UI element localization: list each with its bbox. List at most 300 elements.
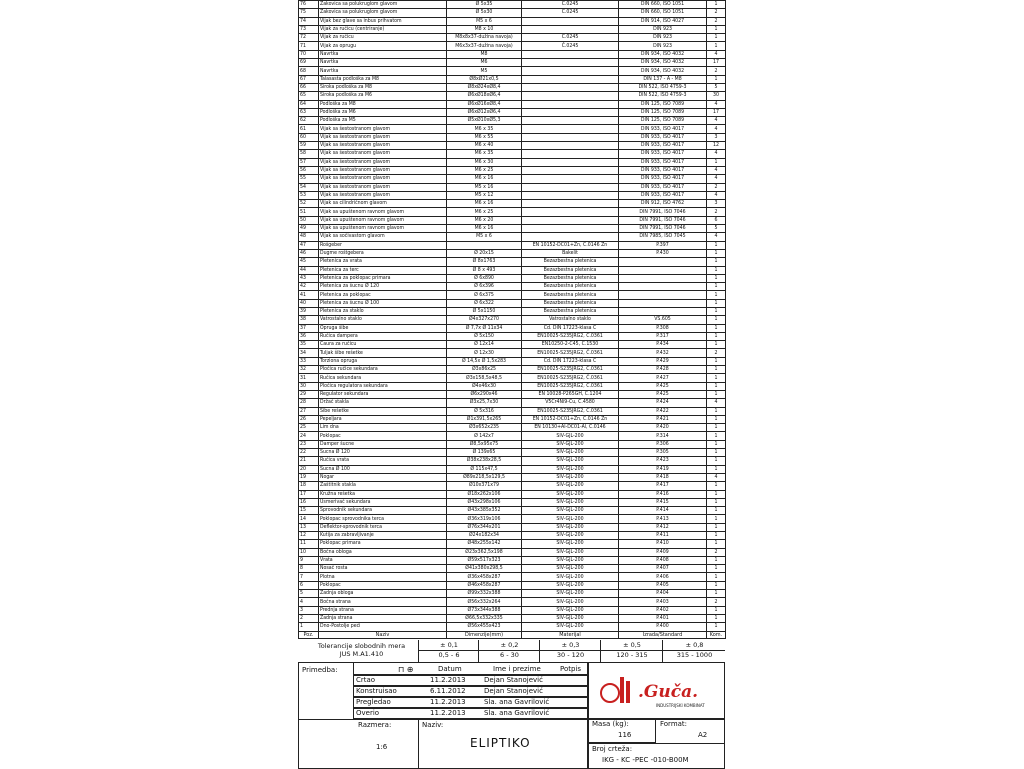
table-cell: 1 xyxy=(707,274,726,282)
table-cell: Ø3x25,7x30 xyxy=(447,399,522,407)
table-cell xyxy=(522,142,619,150)
table-cell: 1 xyxy=(707,357,726,365)
signature-date: 11.2.2013 xyxy=(430,676,466,684)
table-cell: Zadnja obloga xyxy=(319,590,447,598)
table-cell: Bezazbestna pletenica xyxy=(522,274,619,282)
table-cell: V5Cr4Ni9-Cu, Č.4580 xyxy=(522,399,619,407)
table-cell: Navrtka xyxy=(319,67,447,75)
table-row xyxy=(299,390,726,398)
table-row xyxy=(299,440,726,448)
table-cell: 3 xyxy=(299,606,319,614)
table-row xyxy=(299,175,726,183)
table-cell: Poklopac primara xyxy=(319,540,447,548)
table-cell: Vijak sa šestostranom glavom xyxy=(319,175,447,183)
table-cell: P.425 xyxy=(619,390,707,398)
table-cell xyxy=(522,50,619,58)
table-row xyxy=(299,614,726,622)
table-cell: 4 xyxy=(707,399,726,407)
table-cell: Pločica regulatora sekundara xyxy=(319,382,447,390)
table-cell: Poklopac sprovodnika terca xyxy=(319,515,447,523)
table-cell: Ø6x290x46 xyxy=(447,390,522,398)
table-cell: Bezazbestna pletenica xyxy=(522,299,619,307)
table-row xyxy=(299,233,726,241)
table-cell xyxy=(522,125,619,133)
table-cell: SIV-GJL-200 xyxy=(522,598,619,606)
table-cell: Ø 5x35 xyxy=(447,1,522,9)
table-cell: 1 xyxy=(707,1,726,9)
table-cell: 61 xyxy=(299,125,319,133)
table-cell: 16 xyxy=(299,498,319,506)
tolerance-standard: JUS M.A1.410 xyxy=(339,650,384,658)
table-cell: Pletenica za šucnu Ø 120 xyxy=(319,283,447,291)
table-row xyxy=(299,125,726,133)
table-cell: 4 xyxy=(707,166,726,174)
table-cell: Vijak sa šestostranom glavom xyxy=(319,191,447,199)
table-cell: Ø1x391,5x265 xyxy=(447,415,522,423)
table-row xyxy=(299,540,726,548)
table-cell: SIV-GJL-200 xyxy=(522,507,619,515)
table-header-cell: Naziv xyxy=(319,631,447,638)
table-cell xyxy=(522,183,619,191)
table-cell: Čaura za ručicu xyxy=(319,341,447,349)
table-row xyxy=(299,158,726,166)
table-row xyxy=(299,191,726,199)
table-cell: DIN 7991, ISO 7046 xyxy=(619,208,707,216)
table-cell: Ø 14,5x Ø 1,5x283 xyxy=(447,357,522,365)
table-cell: Ø 5x150 xyxy=(447,332,522,340)
table-row xyxy=(299,374,726,382)
table-cell: 2 xyxy=(707,67,726,75)
table-cell: 32 xyxy=(299,366,319,374)
table-cell: Široka podloška za M6 xyxy=(319,92,447,100)
table-cell: 1 xyxy=(707,42,726,50)
table-cell: Č.0245 xyxy=(522,1,619,9)
table-cell: Ø 7,7x Ø 11x34 xyxy=(447,324,522,332)
signature-role: Overio xyxy=(356,709,380,717)
table-cell: 18 xyxy=(299,482,319,490)
razmera-value: 1:6 xyxy=(376,743,388,751)
table-cell: Ručica dampera xyxy=(319,332,447,340)
table-cell: 22 xyxy=(299,449,319,457)
table-cell: 47 xyxy=(299,241,319,249)
table-cell: M8x8x37-dužina navoja) xyxy=(447,34,522,42)
table-cell: 1 xyxy=(707,606,726,614)
table-cell: SIV-GJL-200 xyxy=(522,449,619,457)
table-cell: 33 xyxy=(299,357,319,365)
table-cell: M5 x 6 xyxy=(447,233,522,241)
table-cell: P.305 xyxy=(619,449,707,457)
table-cell: DIN 934, ISO 4032 xyxy=(619,67,707,75)
signature-row xyxy=(353,708,588,719)
table-row xyxy=(299,133,726,141)
table-cell: Ø36x458x287 xyxy=(447,573,522,581)
table-cell: 72 xyxy=(299,34,319,42)
table-cell: 45 xyxy=(299,258,319,266)
tolerance-value: ± 0,1 xyxy=(440,641,458,649)
table-row xyxy=(299,299,726,307)
table-cell: 2 xyxy=(299,614,319,622)
table-row xyxy=(299,75,726,83)
table-cell: Vatrostalno staklo xyxy=(522,316,619,324)
table-cell: SIV-GJL-200 xyxy=(522,482,619,490)
table-cell xyxy=(522,83,619,91)
table-cell: Vijak sa upuštenom ravnom glavom xyxy=(319,225,447,233)
table-cell: 1 xyxy=(707,332,726,340)
table-row xyxy=(299,415,726,423)
table-cell: Vijak sa šestostranom glavom xyxy=(319,183,447,191)
table-cell: P.397 xyxy=(619,241,707,249)
table-cell: 35 xyxy=(299,341,319,349)
table-cell: Pletenica za terc xyxy=(319,266,447,274)
table-cell: 1 xyxy=(707,465,726,473)
table-cell: Kutija za zabravljivanje xyxy=(319,532,447,540)
table-cell xyxy=(447,241,522,249)
table-cell: Dno-Postolje peći xyxy=(319,623,447,631)
table-cell: 42 xyxy=(299,283,319,291)
table-row xyxy=(299,100,726,108)
table-cell: EN10025-S235JRG2, Č.0361 xyxy=(522,332,619,340)
table-cell: 2 xyxy=(707,208,726,216)
table-cell: 29 xyxy=(299,390,319,398)
table-cell: 1 xyxy=(707,291,726,299)
table-cell: Ø3x652x235 xyxy=(447,424,522,432)
table-cell: Ø 5x30 xyxy=(447,9,522,17)
table-cell: Vijak za ručicu xyxy=(319,34,447,42)
table-cell: DIN 660, ISO 1051 xyxy=(619,9,707,17)
table-cell: DIN 7991, ISO 7046 xyxy=(619,225,707,233)
table-cell: Ø8,5x95x75 xyxy=(447,440,522,448)
table-cell: Bočna strana xyxy=(319,598,447,606)
table-cell: SIV-GJL-200 xyxy=(522,473,619,481)
table-cell: 2 xyxy=(707,598,726,606)
table-cell: 70 xyxy=(299,50,319,58)
signature-name: Sla. ana Gavrilović xyxy=(484,709,550,717)
table-cell: DIN 660, ISO 1051 xyxy=(619,1,707,9)
table-cell: Torziona opruga xyxy=(319,357,447,365)
table-row xyxy=(299,216,726,224)
tolerance-value: ± 0,5 xyxy=(623,641,641,649)
signature-date: 11.2.2013 xyxy=(430,709,466,717)
primedba-label: Primedba: xyxy=(302,666,338,674)
table-row xyxy=(299,590,726,598)
table-cell: P.419 xyxy=(619,465,707,473)
table-cell: Zaštitnik stakla xyxy=(319,482,447,490)
table-row xyxy=(299,200,726,208)
table-row xyxy=(299,606,726,614)
table-cell: P.308 xyxy=(619,324,707,332)
table-cell: Plotna xyxy=(319,573,447,581)
table-cell xyxy=(522,158,619,166)
table-cell: EN10025-S235JRG2, Č.0361 xyxy=(522,382,619,390)
table-cell: M8 x 10 xyxy=(447,25,522,33)
signature-name: Dejan Stanojević xyxy=(484,687,543,695)
table-cell: 1 xyxy=(707,307,726,315)
table-cell: 4 xyxy=(707,50,726,58)
table-header-cell: Materijal xyxy=(522,631,619,638)
table-row xyxy=(299,457,726,465)
table-cell: M6 x 20 xyxy=(447,216,522,224)
table-cell: Pletenica za vrata xyxy=(319,258,447,266)
table-cell: DIN 522, ISO 4759-3 xyxy=(619,83,707,91)
table-cell xyxy=(522,225,619,233)
table-cell: 30 xyxy=(707,92,726,100)
table-cell: Nosač rosta xyxy=(319,565,447,573)
table-cell xyxy=(522,59,619,67)
table-cell: Damper šucne xyxy=(319,440,447,448)
table-cell: Vijak sa upuštenom ravnom glavom xyxy=(319,208,447,216)
table-row xyxy=(299,225,726,233)
table-cell: P.421 xyxy=(619,415,707,423)
drawing-number: IKG - KC -PEC -010-B00M xyxy=(602,756,689,764)
table-cell: 40 xyxy=(299,299,319,307)
table-cell: 44 xyxy=(299,266,319,274)
table-cell: Zakovica sa polukruglom glavom xyxy=(319,1,447,9)
table-cell: M6 x 16 xyxy=(447,175,522,183)
table-cell xyxy=(522,108,619,116)
table-cell: P.418 xyxy=(619,473,707,481)
table-cell xyxy=(522,75,619,83)
table-cell: Ø56x332x264 xyxy=(447,598,522,606)
table-cell: EN 10028-P265GH, Č.1204 xyxy=(522,390,619,398)
table-cell xyxy=(522,216,619,224)
table-cell: 1 xyxy=(707,515,726,523)
table-cell: 7 xyxy=(299,573,319,581)
table-cell: P.412 xyxy=(619,523,707,531)
table-cell: P.427 xyxy=(619,374,707,382)
table-cell: 3 xyxy=(707,133,726,141)
table-cell: 2 xyxy=(707,9,726,17)
table-cell: 25 xyxy=(299,424,319,432)
table-cell: Vijak sa šestostranom glavom xyxy=(319,142,447,150)
table-cell: Ø 115x47,5 xyxy=(447,465,522,473)
table-cell: DIN 125, ISO 7089 xyxy=(619,108,707,116)
table-cell: 58 xyxy=(299,150,319,158)
table-cell: Podloška za M5 xyxy=(319,117,447,125)
table-cell: 1 xyxy=(707,482,726,490)
table-cell: 1 xyxy=(707,316,726,324)
table-cell: M6 x 40 xyxy=(447,142,522,150)
table-cell: VS.605 xyxy=(619,316,707,324)
tolerance-range: 30 - 120 xyxy=(556,651,585,659)
table-cell: 4 xyxy=(299,598,319,606)
table-cell: 53 xyxy=(299,191,319,199)
table-cell: 41 xyxy=(299,291,319,299)
table-cell: 1 xyxy=(707,266,726,274)
table-cell xyxy=(522,208,619,216)
table-cell: SIV-GJL-200 xyxy=(522,606,619,614)
table-cell: Ø 6x396 xyxy=(447,283,522,291)
table-cell: P.432 xyxy=(619,349,707,357)
table-cell: P.411 xyxy=(619,532,707,540)
table-cell: Bočna obloga xyxy=(319,548,447,556)
table-row xyxy=(299,449,726,457)
table-cell xyxy=(619,307,707,315)
table-cell: Ø3x158,5x48,5 xyxy=(447,374,522,382)
table-cell: P.414 xyxy=(619,507,707,515)
table-cell: Poklopac xyxy=(319,432,447,440)
table-cell: P.423 xyxy=(619,457,707,465)
table-cell: Vijak bez glave sa inbus prihvatom xyxy=(319,17,447,25)
table-row xyxy=(299,498,726,506)
table-cell: Čd. DIN 17223-klasa C xyxy=(522,357,619,365)
table-cell: EN 10130+Al-DC01-Al, Č.0146 xyxy=(522,424,619,432)
table-cell: Široka podloška za M8 xyxy=(319,83,447,91)
table-cell: Ø 20x15 xyxy=(447,249,522,257)
table-cell: Ø6xØ12xØ6,4 xyxy=(447,108,522,116)
format-value: A2 xyxy=(698,731,708,739)
table-cell: Vijak sa šestostranom glavom xyxy=(319,150,447,158)
table-cell: 1 xyxy=(707,440,726,448)
table-cell: SIV-GJL-200 xyxy=(522,540,619,548)
table-cell: EN10025-S235JRG2, Č.0361 xyxy=(522,366,619,374)
drawing-name: ELIPTIKO xyxy=(470,736,531,750)
tolerance-value: ± 0,2 xyxy=(500,641,519,649)
table-row xyxy=(299,34,726,42)
table-row xyxy=(299,349,726,357)
table-cell: P.306 xyxy=(619,440,707,448)
table-cell: P.428 xyxy=(619,366,707,374)
table-cell: Ø 6x890 xyxy=(447,274,522,282)
signature-name: Sla. ana Gavrilović xyxy=(484,698,550,706)
table-cell: Poklopac xyxy=(319,581,447,589)
table-row xyxy=(299,208,726,216)
format-label: Format: xyxy=(660,720,688,728)
signature-head xyxy=(353,663,588,675)
table-row xyxy=(299,357,726,365)
table-cell: SIV-GJL-200 xyxy=(522,440,619,448)
table-cell: DIN 933, ISO 4017 xyxy=(619,183,707,191)
table-row xyxy=(299,50,726,58)
razmera-label: Razmera: xyxy=(358,721,392,729)
table-cell: Pletenica za poklopac xyxy=(319,291,447,299)
table-cell: P.403 xyxy=(619,598,707,606)
table-cell: Ø 139x65 xyxy=(447,449,522,457)
table-cell: SIV-GJL-200 xyxy=(522,590,619,598)
table-cell: Vijak sa šestostranom glavom xyxy=(319,125,447,133)
table-cell: 39 xyxy=(299,307,319,315)
table-cell: 52 xyxy=(299,200,319,208)
table-cell: 68 xyxy=(299,67,319,75)
table-cell: P.405 xyxy=(619,581,707,589)
table-cell: Čd. DIN 17223-klasa C xyxy=(522,324,619,332)
table-cell: Ø46x458x287 xyxy=(447,581,522,589)
table-cell: 31 xyxy=(299,374,319,382)
table-row xyxy=(299,399,726,407)
signature-role: Crtao xyxy=(356,676,376,684)
table-cell: 21 xyxy=(299,457,319,465)
guca-logo-icon xyxy=(598,671,718,711)
logo-subtitle: INDUSTRIJSKI KOMBINAT xyxy=(656,703,705,708)
table-cell: 46 xyxy=(299,249,319,257)
table-cell: Č.0245 xyxy=(522,42,619,50)
table-cell: Ø48x255x142 xyxy=(447,540,522,548)
table-cell: Č.0245 xyxy=(522,34,619,42)
table-cell: SIV-GJL-200 xyxy=(522,573,619,581)
table-cell: DIN 923 xyxy=(619,42,707,50)
table-cell: 1 xyxy=(707,241,726,249)
table-cell: 1 xyxy=(707,283,726,291)
table-cell: EN10250-2-C45, Č.1530 xyxy=(522,341,619,349)
table-cell: 1 xyxy=(707,623,726,631)
table-row xyxy=(299,17,726,25)
table-cell: Ø 6x375 xyxy=(447,291,522,299)
table-cell: 55 xyxy=(299,175,319,183)
table-cell: 1 xyxy=(707,390,726,398)
table-row xyxy=(299,183,726,191)
table-cell: SIV-GJL-200 xyxy=(522,556,619,564)
table-cell: DIN 933, ISO 4017 xyxy=(619,175,707,183)
table-cell: 1 xyxy=(707,382,726,390)
table-cell: Podloška za M8 xyxy=(319,100,447,108)
table-row xyxy=(299,490,726,498)
table-row xyxy=(299,515,726,523)
table-cell: Ø38x238x28,5 xyxy=(447,457,522,465)
table-cell: 4 xyxy=(707,150,726,158)
table-cell: DIN 125, ISO 7089 xyxy=(619,117,707,125)
table-cell: Ø3x86x25 xyxy=(447,366,522,374)
table-cell: 1 xyxy=(707,581,726,589)
table-cell xyxy=(619,258,707,266)
tolerance-label: Tolerancije slobodnih mera xyxy=(317,642,406,650)
table-cell: Ø 5x316 xyxy=(447,407,522,415)
table-cell: P.407 xyxy=(619,565,707,573)
table-cell: Ø66,5x332x335 xyxy=(447,614,522,622)
table-row xyxy=(299,507,726,515)
table-cell: 17 xyxy=(299,490,319,498)
table-cell: Ø8xØ21x0,5 xyxy=(447,75,522,83)
table-cell xyxy=(522,17,619,25)
table-row xyxy=(299,573,726,581)
table-cell: Ø18x262x106 xyxy=(447,490,522,498)
table-cell: Ø6xØ18xØ6,4 xyxy=(447,92,522,100)
table-cell: 1 xyxy=(707,457,726,465)
table-cell xyxy=(522,191,619,199)
table-row xyxy=(299,465,726,473)
table-cell: 73 xyxy=(299,25,319,33)
broj-label: Broj crteža: xyxy=(592,745,633,753)
table-cell: P.314 xyxy=(619,432,707,440)
table-cell: DIN 934, ISO 4032 xyxy=(619,50,707,58)
table-cell: 5 xyxy=(299,590,319,598)
table-cell xyxy=(522,25,619,33)
table-cell: DIN 914, ISO 4027 xyxy=(619,17,707,25)
table-cell: Vatrostalno staklo xyxy=(319,316,447,324)
table-cell xyxy=(619,299,707,307)
table-cell: Pletenica za šucnu Ø 100 xyxy=(319,299,447,307)
table-row xyxy=(299,598,726,606)
table-cell: DIN 933, ISO 4017 xyxy=(619,158,707,166)
table-row xyxy=(299,241,726,249)
table-cell: Ø 5x1150 xyxy=(447,307,522,315)
table-cell: Usmerivač sekundara xyxy=(319,498,447,506)
table-cell: 5 xyxy=(707,225,726,233)
table-cell xyxy=(619,283,707,291)
table-cell: 14 xyxy=(299,515,319,523)
table-cell: Bezazbestna pletenica xyxy=(522,283,619,291)
table-cell: 62 xyxy=(299,117,319,125)
table-row xyxy=(299,108,726,116)
table-cell xyxy=(522,117,619,125)
table-cell: 34 xyxy=(299,349,319,357)
table-row xyxy=(299,266,726,274)
table-cell: EN10025-S235JRG2, Č.0361 xyxy=(522,407,619,415)
table-cell: Zakovica sa polukruglom glavom xyxy=(319,9,447,17)
table-cell: 13 xyxy=(299,523,319,531)
table-cell: DIN 933, ISO 4017 xyxy=(619,166,707,174)
table-row xyxy=(299,117,726,125)
table-cell: Ø43x385x352 xyxy=(447,507,522,515)
table-row xyxy=(299,307,726,315)
